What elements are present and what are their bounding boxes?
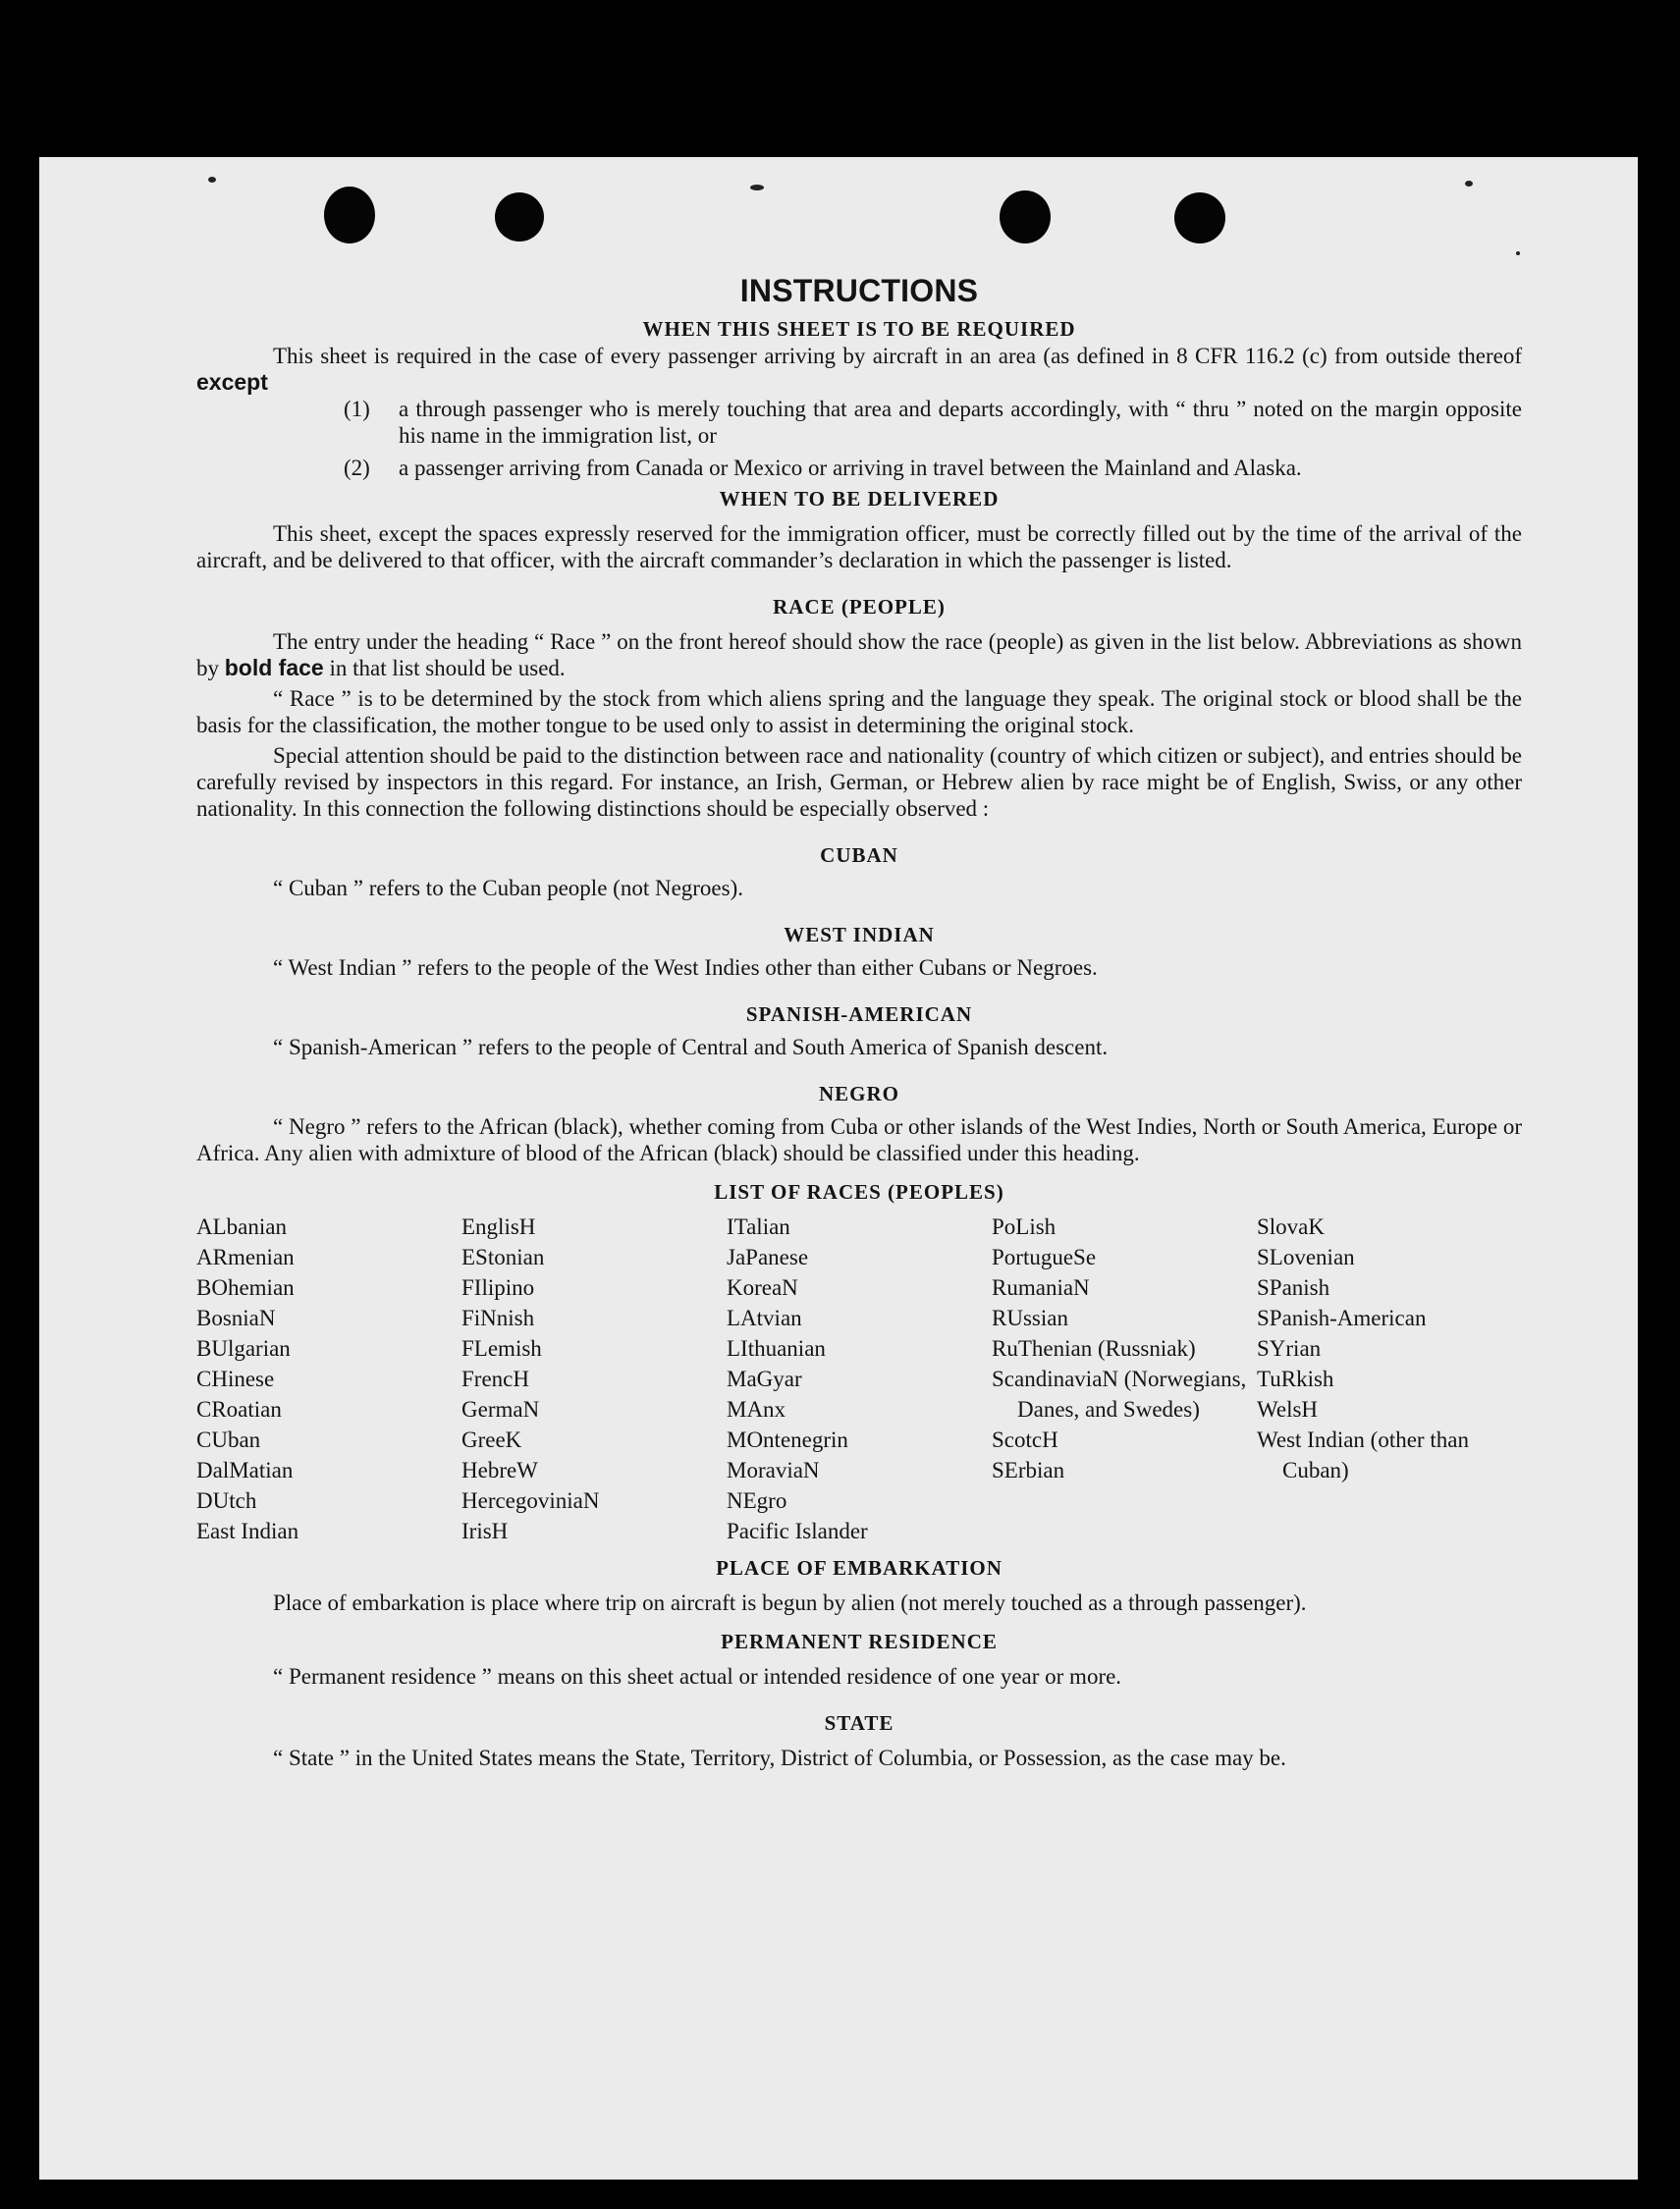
race-list bbox=[196, 1212, 1522, 1546]
punch-hole bbox=[1000, 190, 1051, 243]
race-item: ScandinaviaN (Norwegians, Danes, and Swedes) bbox=[992, 1367, 1247, 1422]
race-item: PoLish bbox=[992, 1214, 1057, 1239]
race-column bbox=[196, 1212, 461, 1546]
race-item: CHinese bbox=[196, 1367, 275, 1391]
race-item: Pacific Islander bbox=[727, 1519, 868, 1543]
race-column bbox=[727, 1212, 992, 1546]
page-title: INSTRUCTIONS bbox=[739, 273, 979, 308]
race-item: East Indian bbox=[196, 1519, 299, 1543]
spanish-american-paragraph: “ Spanish-American ” refers to the people of Central and South America of Spanish descent. bbox=[273, 1035, 1109, 1059]
race-item: RuThenian (Russniak) bbox=[992, 1336, 1196, 1361]
punch-hole bbox=[495, 192, 544, 242]
race-item: WelsH bbox=[1257, 1397, 1319, 1422]
race-item: SErbian bbox=[992, 1458, 1065, 1482]
section-heading-negro: NEGRO bbox=[818, 1082, 899, 1105]
race-item: BOhemian bbox=[196, 1275, 295, 1300]
section-heading-west-indian: WEST INDIAN bbox=[784, 923, 935, 946]
race-item: CUban bbox=[196, 1428, 261, 1452]
race-item: LIthuanian bbox=[727, 1336, 826, 1361]
residence-paragraph: “ Permanent residence ” means on this sheet actual or intended residence of one year or more. bbox=[273, 1664, 1122, 1689]
race-item: GermaN bbox=[461, 1397, 540, 1422]
race-item: KoreaN bbox=[727, 1275, 798, 1300]
race-item: BosniaN bbox=[196, 1306, 276, 1330]
negro-paragraph: “ Negro ” refers to the African (black), whether coming from Cuba or other islands of the West Indies, North or South America, Europe or Africa. Any alien with admixture of blood of the African (black) should be classified under this heading. bbox=[196, 1114, 1522, 1165]
condition-text: a through passenger who is merely touching that area and departs accordingly, with “ thru ” noted on the margin opposite his name in the immigration list, or bbox=[399, 397, 1522, 448]
race-item: MoraviaN bbox=[727, 1458, 820, 1482]
embarkation-paragraph: Place of embarkation is place where trip on aircraft is begun by alien (not merely touched as a through passenger). bbox=[273, 1590, 1307, 1615]
section-heading-spanish-american: SPANISH-AMERICAN bbox=[745, 1002, 973, 1026]
section-heading-race: RACE (PEOPLE) bbox=[773, 595, 946, 619]
race-item: ScotcH bbox=[992, 1428, 1058, 1452]
race-item: MOntenegrin bbox=[727, 1428, 848, 1452]
race-item: SYrian bbox=[1257, 1336, 1322, 1361]
document-page bbox=[39, 157, 1638, 2180]
race-paragraph-1 bbox=[196, 628, 1522, 681]
condition-number: (2) bbox=[344, 456, 370, 480]
race-item: MaGyar bbox=[727, 1367, 802, 1391]
race-item: ARmenian bbox=[196, 1245, 295, 1269]
race-item: FrencH bbox=[461, 1367, 529, 1391]
race-item: SLovenian bbox=[1257, 1245, 1355, 1269]
condition-item bbox=[196, 396, 1522, 449]
section-heading-required: WHEN THIS SHEET IS TO BE REQUIRED bbox=[642, 317, 1076, 341]
race-item: FiNnish bbox=[461, 1306, 535, 1330]
race-item: ALbanian bbox=[196, 1214, 287, 1239]
delivered-paragraph: This sheet, except the spaces expressly reserved for the immigration officer, must be correctly filled out by the time of the arrival of the aircraft, and be delivered to that officer, with the aircraft commander’s declaration in which the passenger is listed. bbox=[196, 521, 1522, 572]
race-item: ITalian bbox=[727, 1214, 790, 1239]
section-heading-residence: PERMANENT RESIDENCE bbox=[721, 1630, 998, 1653]
race-item: SlovaK bbox=[1257, 1214, 1325, 1239]
race-item: RumaniaN bbox=[992, 1275, 1090, 1300]
race-item: SPanish-American bbox=[1257, 1306, 1427, 1330]
scan-speck bbox=[1516, 251, 1520, 255]
race-item: RUssian bbox=[992, 1306, 1068, 1330]
condition-item bbox=[196, 455, 1522, 481]
race-item: LAtvian bbox=[727, 1306, 802, 1330]
section-heading-list-of-races: LIST OF RACES (PEOPLES) bbox=[714, 1180, 1004, 1204]
required-paragraph bbox=[196, 343, 1522, 396]
scan-speck bbox=[208, 177, 216, 183]
race-item: CRoatian bbox=[196, 1397, 282, 1422]
race-item: PortugueSe bbox=[992, 1245, 1097, 1269]
punch-hole bbox=[1174, 192, 1225, 243]
race-item: EStonian bbox=[461, 1245, 545, 1269]
race-item: HercegoviniaN bbox=[461, 1488, 600, 1513]
cuban-paragraph: “ Cuban ” refers to the Cuban people (not Negroes). bbox=[273, 876, 744, 900]
race-text-1a: The entry under the heading “ Race ” on the front hereof should show the race (people) as given in the list below. Abbreviations as shown by bbox=[196, 629, 1522, 680]
race-item: EnglisH bbox=[461, 1214, 536, 1239]
bold-face-text: bold face bbox=[224, 655, 324, 680]
race-item: TuRkish bbox=[1257, 1367, 1334, 1391]
race-paragraph-2: “ Race ” is to be determined by the stock from which aliens spring and the language they speak. The original stock or blood shall be the basis for the classification, the mother tongue to be used only to assist in determining the original stock. bbox=[196, 686, 1522, 737]
section-heading-embarkation: PLACE OF EMBARKATION bbox=[716, 1556, 1003, 1580]
race-item: SPanish bbox=[1257, 1275, 1330, 1300]
scan-speck bbox=[750, 185, 764, 190]
punch-hole bbox=[324, 187, 375, 243]
state-paragraph: “ State ” in the United States means the State, Territory, District of Columbia, or Possession, as the case may be. bbox=[273, 1746, 1286, 1770]
race-item: BUlgarian bbox=[196, 1336, 291, 1361]
condition-number: (1) bbox=[344, 397, 370, 421]
condition-text: a passenger arriving from Canada or Mexico or arriving in travel between the Mainland and Alaska. bbox=[399, 456, 1302, 480]
race-column bbox=[1257, 1212, 1522, 1546]
race-column bbox=[461, 1212, 727, 1546]
race-item: FIlipino bbox=[461, 1275, 535, 1300]
section-heading-state: STATE bbox=[824, 1711, 894, 1735]
race-text-1b: in that list should be used. bbox=[329, 656, 566, 680]
section-heading-cuban: CUBAN bbox=[820, 843, 898, 867]
race-item: DUtch bbox=[196, 1488, 257, 1513]
race-item: DalMatian bbox=[196, 1458, 294, 1482]
race-item: HebreW bbox=[461, 1458, 538, 1482]
instructions-content bbox=[196, 273, 1522, 1771]
race-item: NEgro bbox=[727, 1488, 787, 1513]
race-item: GreeK bbox=[461, 1428, 522, 1452]
except-keyword: except bbox=[196, 369, 268, 395]
west-indian-paragraph: “ West Indian ” refers to the people of the West Indies other than either Cubans or Negroes. bbox=[273, 955, 1098, 980]
race-item: FLemish bbox=[461, 1336, 542, 1361]
race-paragraph-3: Special attention should be paid to the distinction between race and nationality (country of which citizen or subject), and entries should be carefully revised by inspectors in this regard. For instance, an Irish, German, or Hebrew alien by race might be of English, Swiss, or any other nationality. In this connection the following distinctions should be especially observed : bbox=[196, 743, 1522, 821]
race-item: MAnx bbox=[727, 1397, 786, 1422]
required-text: This sheet is required in the case of every passenger arriving by aircraft in an area (as defined in 8 CFR 116.2 (c) from outside thereof bbox=[273, 344, 1522, 368]
race-item: JaPanese bbox=[727, 1245, 809, 1269]
race-item: IrisH bbox=[461, 1519, 509, 1543]
race-column bbox=[992, 1212, 1257, 1546]
scan-speck bbox=[1465, 181, 1473, 187]
race-item: West Indian (other than Cuban) bbox=[1257, 1428, 1469, 1482]
section-heading-delivered: WHEN TO BE DELIVERED bbox=[719, 487, 1000, 511]
